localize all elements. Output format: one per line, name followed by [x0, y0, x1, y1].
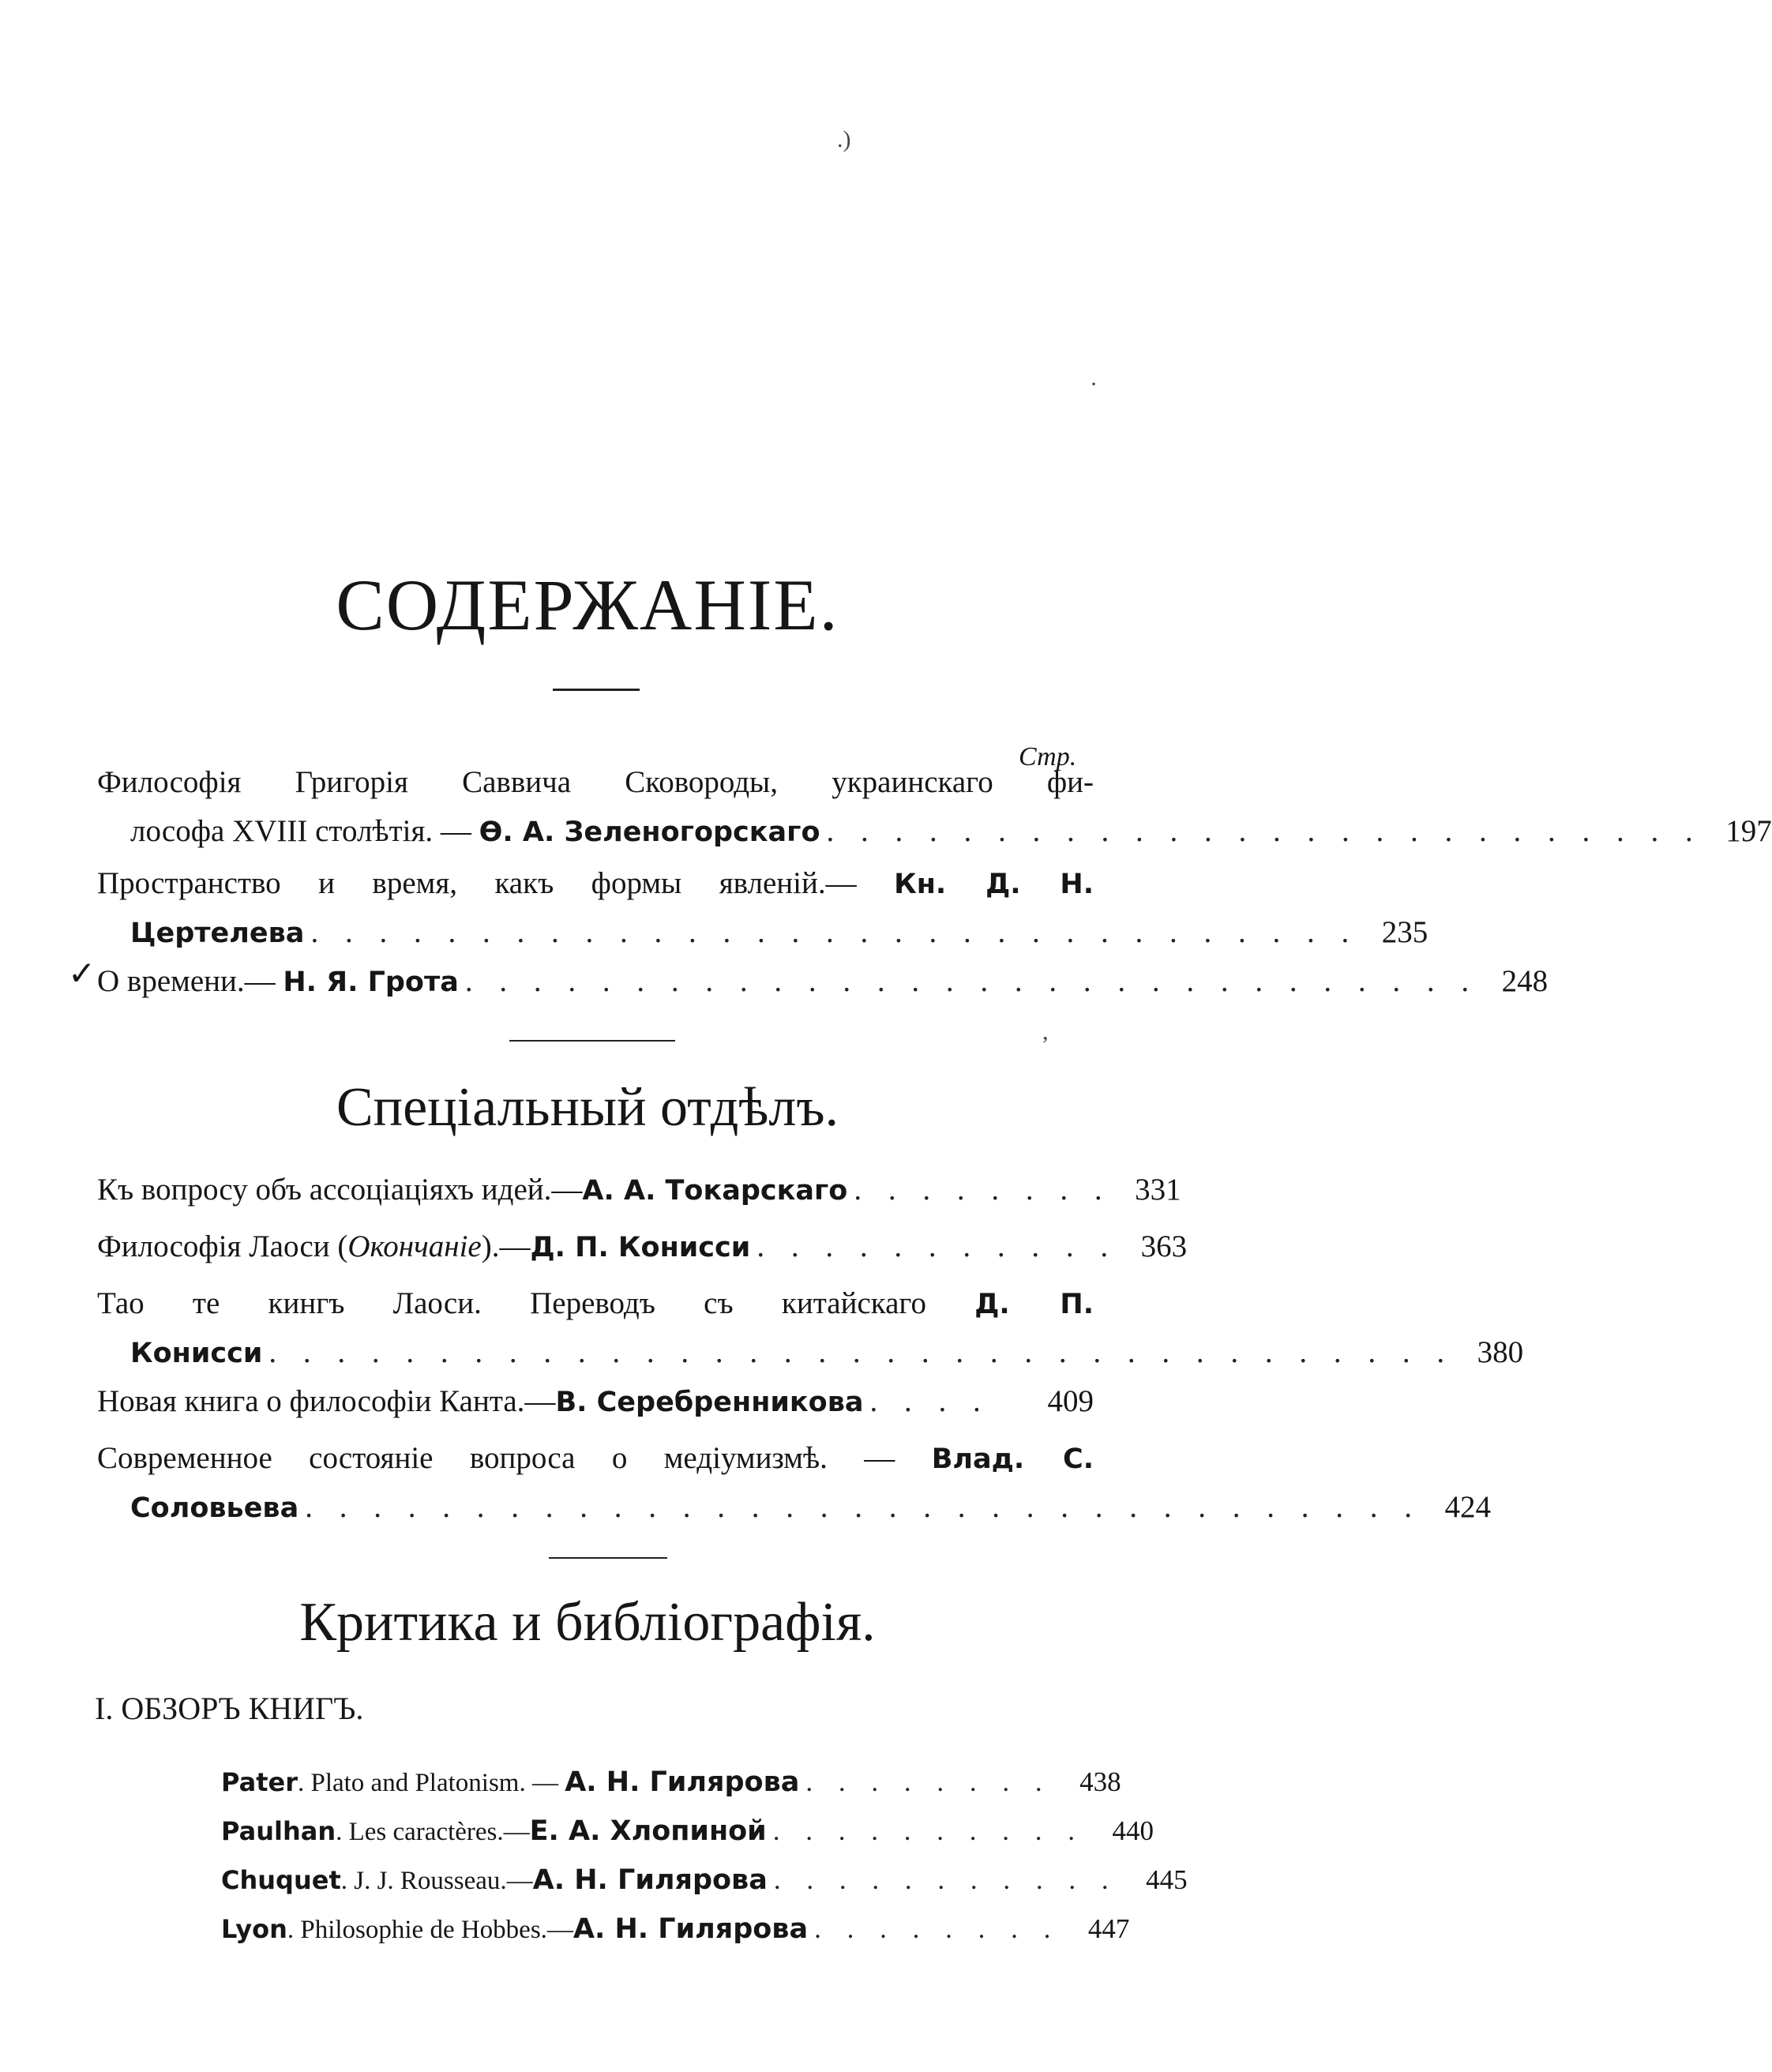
reviewed-author: Lyon — [221, 1914, 287, 1944]
review-entry — [221, 1905, 1130, 1954]
section-divider — [549, 1557, 667, 1559]
toc-entry-title: Современное состояніе вопроса о медіумизмѣ. — — [97, 1441, 895, 1475]
toc-entry-title: О времени.— — [97, 964, 283, 998]
toc-entry-author: Д. П. Конисси — [530, 1232, 751, 1263]
dot-leader: . . . . . . . . — [805, 1766, 1052, 1797]
reviewed-author: Chuquet — [221, 1865, 341, 1895]
toc-entry-author: А. А. Токарскаго — [582, 1175, 848, 1207]
toc-entry-author: В. Серебренникова — [555, 1387, 864, 1418]
toc-entry-author: Н. Я. Грота — [283, 967, 459, 998]
toc-entry-page: 235 — [1381, 915, 1428, 949]
page-title: СОДЕРЖАНІЕ. — [336, 565, 839, 645]
toc-entry-author: Конисси — [130, 1338, 263, 1369]
dot-leader: . . . . . . . . . . . . . . . . . . . . . . . . . . . . . . . . . . . — [268, 1335, 1455, 1369]
toc-entry-author: Влад. С. — [931, 1443, 1094, 1475]
dot-leader: . . . . . . . . . . . . . . . . . . . . . . . . . . — [826, 814, 1703, 848]
reviewed-author: Pater — [221, 1767, 298, 1797]
page-column-label: Стр. — [1019, 742, 1077, 771]
toc-entry-line: Философія Григорія Саввича Сковороды, украинскаго фи- — [97, 765, 1094, 799]
dot-leader: . . . . . . . . . . . . . . . . . . . . . . . . . . . . . . . — [310, 915, 1359, 949]
toc-entry — [97, 1434, 1491, 1532]
dot-leader: . . . . . . . . . . . . . . . . . . . . . . . . . . . . . . . . . — [305, 1490, 1421, 1524]
reviewer: А. Н. Гилярова — [573, 1913, 809, 1945]
toc-entry-author: Цертелева — [130, 918, 305, 949]
toc-entry-page: 363 — [1140, 1229, 1188, 1263]
toc-entry-author: Соловьева — [130, 1492, 299, 1524]
section-heading-critique: Критика и библіографія. — [299, 1592, 876, 1653]
toc-entry-title: Тао те кингъ Лаоси. Переводъ съ китайскаго — [97, 1286, 926, 1320]
reviewed-book: . Plato and Platonism. — — [297, 1769, 565, 1797]
review-entry — [221, 1758, 1121, 1807]
reviewed-book: . Les caractères.— — [336, 1818, 530, 1846]
print-speck: , — [1042, 1019, 1049, 1045]
title-divider — [553, 689, 640, 691]
toc-entry-author: Д. П. — [974, 1289, 1094, 1320]
dot-leader: . . . . . . . . — [854, 1173, 1112, 1207]
toc-entry-title: Къ вопросу объ ассоціаціяхъ идей.— — [97, 1173, 583, 1207]
reviewer: А. Н. Гилярова — [565, 1766, 800, 1798]
toc-entry — [97, 1166, 1181, 1214]
print-speck: · — [1090, 371, 1098, 397]
print-speck: .) — [837, 126, 851, 152]
review-page: 447 — [1087, 1913, 1130, 1944]
toc-entry-page: 197 — [1725, 814, 1772, 848]
toc-entry-page: 409 — [1047, 1384, 1094, 1418]
dot-leader: . . . . . . . . . . — [772, 1815, 1084, 1846]
toc-entry — [97, 859, 1428, 957]
reviewed-author: Paulhan — [221, 1816, 336, 1846]
reviewer: Е. А. Хлопиной — [529, 1815, 767, 1847]
review-entry — [221, 1807, 1154, 1856]
dot-leader: . . . . . . . . — [814, 1913, 1061, 1944]
section-heading-special: Спеціальный отдѣлъ. — [336, 1077, 839, 1138]
toc-entry — [97, 957, 1549, 1006]
toc-entry-title: ).— — [481, 1229, 531, 1263]
toc-entry — [97, 1279, 1524, 1377]
toc-entry — [97, 1377, 1094, 1426]
toc-entry-title-italic: Окончаніе — [347, 1229, 482, 1263]
toc-entry-author: Кн. Д. Н. — [894, 869, 1094, 900]
subsection-heading: I. ОБЗОРЪ КНИГЪ. — [95, 1691, 364, 1726]
toc-entry-title: Пространство и время, какъ формы явленій.— — [97, 866, 857, 900]
dot-leader: . . . . . . . . . . . — [773, 1864, 1118, 1895]
toc-entry — [97, 1222, 1188, 1271]
toc-entry-title: Новая книга о философіи Канта.— — [97, 1384, 556, 1418]
review-page: 438 — [1079, 1766, 1121, 1797]
section-divider — [509, 1040, 675, 1042]
check-mark: ✓ — [68, 956, 96, 993]
reviewed-book: . J. J. Rousseau.— — [340, 1867, 533, 1895]
review-page: 445 — [1146, 1864, 1188, 1895]
toc-entry-page: 248 — [1501, 964, 1549, 998]
dot-leader: . . . . . . . . . . . — [756, 1229, 1118, 1263]
review-page: 440 — [1112, 1815, 1154, 1846]
toc-entry — [97, 758, 1772, 856]
toc-entry-page: 424 — [1444, 1490, 1491, 1524]
review-entry — [221, 1856, 1188, 1905]
reviewer: А. Н. Гилярова — [532, 1864, 768, 1896]
toc-entry-author: Ѳ. А. Зеленогорскаго — [479, 816, 820, 848]
toc-entry-title: Философія Лаоси ( — [97, 1229, 348, 1263]
reviewed-book: . Philosophie de Hobbes.— — [287, 1916, 573, 1944]
dot-leader: . . . . . . . . . . . . . . . . . . . . . . . . . . . . . . — [464, 964, 1479, 998]
dot-leader: . . . . — [869, 1384, 990, 1418]
toc-entry-page: 380 — [1477, 1335, 1524, 1369]
toc-entry-title: лософа XVIII столѣтія. — — [130, 814, 479, 848]
toc-entry-page: 331 — [1135, 1173, 1181, 1207]
